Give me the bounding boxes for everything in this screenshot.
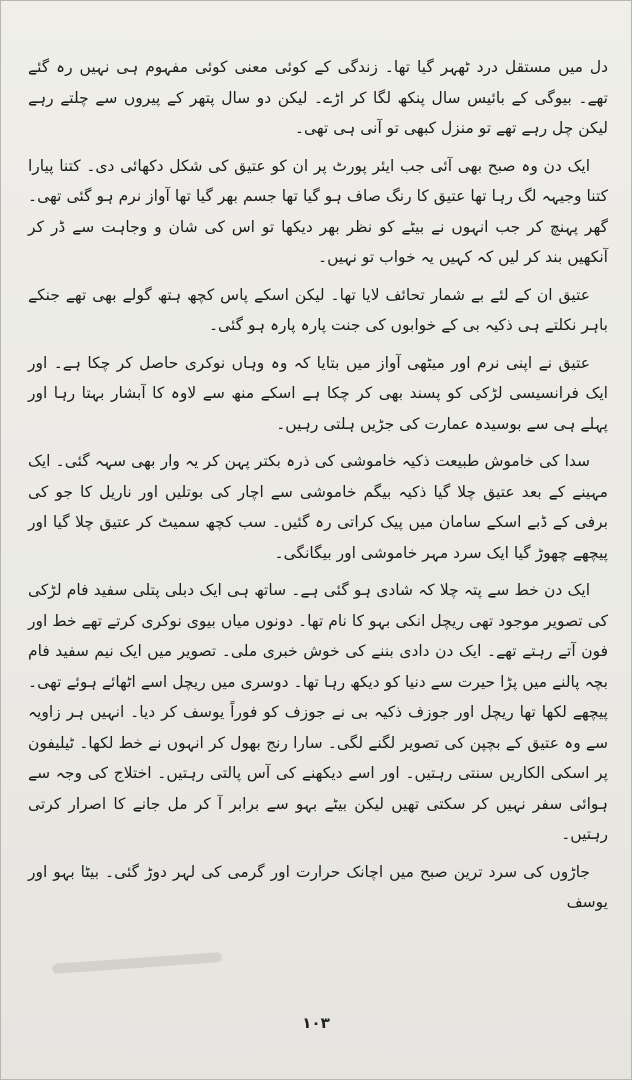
paragraph-1: دل میں مستقل درد ٹھہر گیا تھا۔ زندگی کے کوئی معنی کوئی مفہوم ہی نہیں رہ گئے تھے۔ بیوگی کے بائیس سال پنکھ لگا کر اڑے۔ لیکن دو سال پتھر کے پیروں سے چلتے رہے لیکن چل رہے تھے تو منزل کبھی تو آنی ہی تھی۔: [28, 58, 608, 137]
paragraph-4: عتیق نے اپنی نرم اور میٹھی آواز میں بتایا کہ وہ وہاں نوکری حاصل کر چکا ہے۔ اور ایک فرانسیسی لڑکی کو پسند بھی کر چکا ہے اسکے منھ سے لاوہ کا آبشار بہتا رہا اور پہلے ہی سے بوسیدہ عمارت کی جڑیں ہلتی رہیں۔: [28, 353, 608, 433]
paragraph-6: ایک دن خط سے پتہ چلا کہ شادی ہو گئی ہے۔ ساتھ ہی ایک دبلی پتلی سفید فام لڑکی کی تصویر موجود تھی ریچل انکی بہو کا نام تھا۔ دونوں میاں بیوی نوکری کرتے تھے خط اور فون آتے رہتے تھے۔ ایک دن دادی بننے کی خوش خبری ملی۔ تصویر میں ایک نیم سفید فام بچہ پالنے میں پڑا حیرت سے دنیا کو دیکھ رہا تھا۔ دوسری میں ریچل اسے اٹھائے ہوئے تھی۔ پیچھے لکھا تھا ریچل اور جوزف ذکیہ بی نے جوزف کو فوراً یوسف کر دیا۔ انہیں ہر زاویہ سے وہ عتیق کے بچپن کی تصویر لگنے لگی۔ سارا رنج بھول کر انہوں نے خط لکھا۔ ٹیلیفون پر اسکی الکاریں سنتی رہتیں۔ اور اسے دیکھنے کی آس پالتی رہتیں۔ اختلاج کی وجہ سے ہوائی سفر نہیں کر سکتی تھیں لیکن بیٹے بہو سے برابر آ کر مل جانے کا اصرار کرتی رہتیں۔: [28, 581, 608, 843]
page-number: ۱۰۳: [302, 1014, 330, 1032]
paragraph-3: عتیق ان کے لئے بے شمار تحائف لایا تھا۔ لیکن اسکے پاس کچھ ہتھ گولے بھی تھے جنکے باہر نکلتے ہی ذکیہ بی کے خوابوں کی جنت پارہ پارہ ہو گئی۔: [28, 285, 608, 334]
page-text: [28, 52, 608, 925]
paragraph-7: جاڑوں کی سرد ترین صبح میں اچانک حرارت اور گرمی کی لہر دوڑ گئی۔ بیٹا بہو اور یوسف: [28, 862, 608, 911]
paragraph-2: ایک دن وہ صبح بھی آئی جب ایئر پورٹ پر ان کو عتیق کی شکل دکھائی دی۔ کتنا پیارا کتنا وجیہہ لگ رہا تھا عتیق کا رنگ صاف ہو گیا تھا جسم بھر گیا تھا آواز نرم ہو گئی تھی۔ گھر پہنچ کر جب انہوں نے بیٹے کو نظر بھر دیکھا تو اس کی شان و وجاہت سے ڈر کر آنکھیں بند کر لیں کہ کہیں یہ خواب تو نہیں۔: [28, 156, 608, 266]
paragraph-5: سدا کی خاموش طبیعت ذکیہ خاموشی کی ذرہ بکتر پہن کر یہ وار بھی سہہ گئی۔ ایک مہینے کے بعد عتیق چلا گیا ذکیہ بیگم خاموشی سے اچار کی بوتلیں اور ناریل کا جو کی برفی کے ڈبے اسکے سامان میں پیک کراتی رہ گئیں۔ سب کچھ سمیٹ کر عتیق چلا گیا اور پیچھے چھوڑ گیا ایک سرد مہر خاموشی اور بیگانگی۔: [28, 452, 608, 562]
